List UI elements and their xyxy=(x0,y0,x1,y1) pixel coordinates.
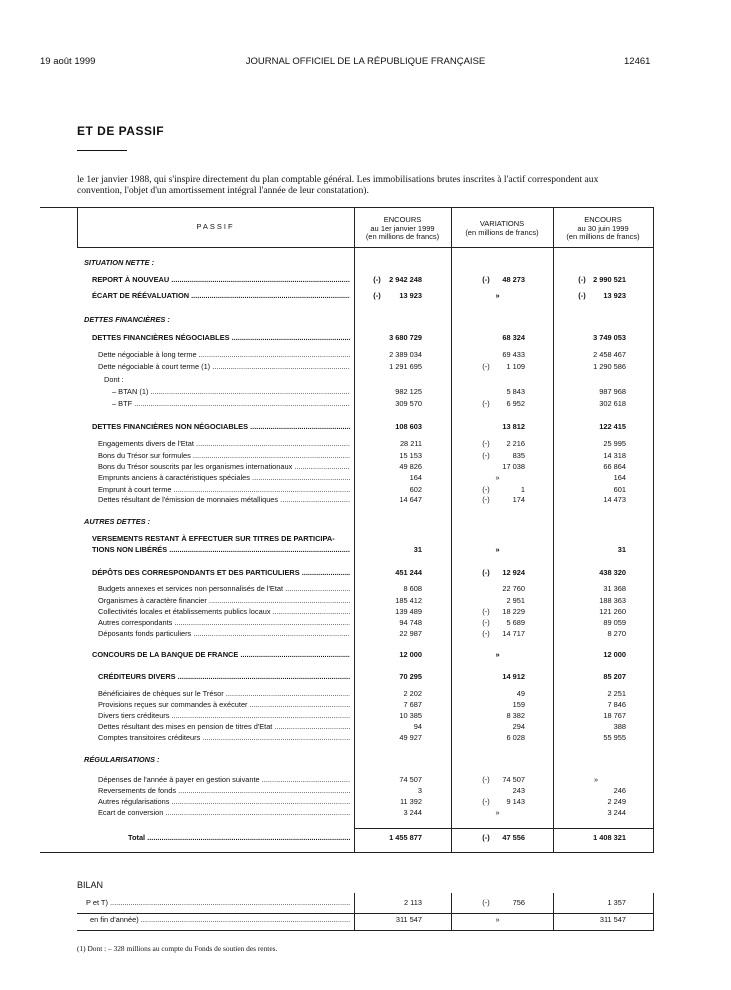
cell-variation: » xyxy=(495,545,500,554)
col-header-passif: PASSIF xyxy=(196,222,235,231)
row-label: Dettes résultant des mises en pension de titres d'Etat ..... xyxy=(98,722,350,732)
cell-encours-jan: 94 748 xyxy=(399,618,422,627)
negative-sign: (-) xyxy=(482,451,490,460)
row-label: Engagements divers de l'Etat ..... xyxy=(98,439,350,449)
table-row xyxy=(0,350,731,360)
cell-encours-jun: 122 415 xyxy=(599,422,626,431)
table-row xyxy=(0,596,731,606)
negative-sign: (-) xyxy=(482,898,490,907)
cell-variation: 68 324 xyxy=(502,333,525,342)
table-row xyxy=(0,275,731,285)
cell-encours-jan: 164 xyxy=(409,473,422,482)
negative-sign: (-) xyxy=(482,568,490,577)
row-label: Ecart de conversion ..... xyxy=(98,808,350,818)
row-label: Provisions reçues sur commandes à exécuter ..... xyxy=(98,700,350,710)
row-label: en fin d'année) ..... xyxy=(90,915,350,925)
row-label: DETTES FINANCIÈRES : xyxy=(84,315,170,324)
table-row xyxy=(0,786,731,796)
table-row xyxy=(0,387,731,397)
cell-encours-jun: 13 923 xyxy=(603,291,626,300)
cell-encours-jun: 85 207 xyxy=(603,672,626,681)
page-title: ET DE PASSIF xyxy=(77,124,165,138)
cell-encours-jun: 1 408 321 xyxy=(593,833,626,842)
cell-encours-jan: 70 295 xyxy=(399,672,422,681)
cell-encours-jan: 11 392 xyxy=(399,797,422,806)
row-label: P et T) ..... xyxy=(86,898,350,908)
cell-encours-jun: 2 458 467 xyxy=(593,350,626,359)
row-label: Reversements de fonds ..... xyxy=(98,786,350,796)
cell-encours-jan: 311 547 xyxy=(395,915,422,924)
table-row xyxy=(0,797,731,807)
cell-encours-jun: 121 260 xyxy=(599,607,626,616)
cell-encours-jun: 7 846 xyxy=(607,700,626,709)
cell-encours-jan: 3 680 729 xyxy=(389,333,422,342)
cell-variation: 2 216 xyxy=(506,439,525,448)
cell-encours-jan: 28 211 xyxy=(399,439,422,448)
table-row xyxy=(0,568,731,578)
cell-encours-jan: 2 942 248 xyxy=(389,275,422,284)
table-row xyxy=(0,755,731,765)
intro-line-1: le 1er janvier 1988, qui s'inspire directement du plan comptable général. Les immobilisations brutes inscrites à l'actif correspondent aux xyxy=(77,174,599,185)
negative-sign: (-) xyxy=(482,629,490,638)
row-label: Bons du Trésor souscrits par les organismes internationaux ..... xyxy=(98,462,350,472)
cell-encours-jun: 3 244 xyxy=(607,808,626,817)
negative-sign: (-) xyxy=(578,291,586,300)
cell-variation: 9 143 xyxy=(506,797,525,806)
cell-encours-jun: 12 000 xyxy=(603,650,626,659)
table-row xyxy=(0,898,731,908)
cell-encours-jan: 7 687 xyxy=(403,700,422,709)
cell-encours-jun: 601 xyxy=(613,485,626,494)
cell-encours-jan: 14 647 xyxy=(399,495,422,504)
row-label: Emprunt à court terme ..... xyxy=(98,485,350,495)
row-label: Budgets annexes et services non personnalisés de l'Etat ..... xyxy=(98,584,350,594)
cell-encours-jun: 302 618 xyxy=(599,399,626,408)
row-label: VERSEMENTS RESTANT À EFFECTUER SUR TITRES DE PARTICIPA- xyxy=(92,534,335,543)
negative-sign: (-) xyxy=(482,399,490,408)
row-label: Emprunts anciens à caractéristiques spéciales ..... xyxy=(98,473,350,483)
cell-encours-jan: 31 xyxy=(413,545,422,554)
row-label: Dépenses de l'année à payer en gestion suivante ..... xyxy=(98,775,350,785)
cell-variation: 49 xyxy=(516,689,525,698)
table-row xyxy=(0,722,731,732)
cell-encours-jun: 1 290 586 xyxy=(593,362,626,371)
footnote: (1) Dont : – 328 millions au compte du Fonds de soutien des rentes. xyxy=(77,944,278,953)
cell-variation: » xyxy=(495,808,500,817)
cell-encours-jun: 1 357 xyxy=(607,898,626,907)
negative-sign: (-) xyxy=(482,495,490,504)
negative-sign: (-) xyxy=(373,275,381,284)
negative-sign: (-) xyxy=(578,275,586,284)
row-label: CRÉDITEURS DIVERS ..... xyxy=(98,672,350,682)
cell-variation: » xyxy=(495,650,500,659)
table-row xyxy=(0,672,731,682)
row-label: AUTRES DETTES : xyxy=(84,517,151,526)
table-row xyxy=(0,473,731,483)
cell-variation: 6 028 xyxy=(506,733,525,742)
table-row xyxy=(0,362,731,372)
cell-variation: 159 xyxy=(512,700,525,709)
row-label: DÉPÔTS DES CORRESPONDANTS ET DES PARTICULIERS ..... xyxy=(92,568,350,578)
table-row xyxy=(0,733,731,743)
negative-sign: (-) xyxy=(482,275,490,284)
negative-sign: (-) xyxy=(482,485,490,494)
cell-encours-jan: 74 507 xyxy=(399,775,422,784)
cell-encours-jun: 438 320 xyxy=(599,568,626,577)
table-row xyxy=(0,375,731,385)
cell-encours-jan: 8 608 xyxy=(403,584,422,593)
table-row xyxy=(0,462,731,472)
row-label: CONCOURS DE LA BANQUE DE FRANCE ..... xyxy=(92,650,350,660)
table-row xyxy=(0,711,731,721)
row-label: REPORT À NOUVEAU ..... xyxy=(92,275,350,285)
cell-variation: 12 924 xyxy=(502,568,525,577)
cell-encours-jan: 12 000 xyxy=(399,650,422,659)
table-row xyxy=(0,451,731,461)
cell-encours-jan: 3 xyxy=(417,786,422,795)
row-label: Bénéficiaires de chèques sur le Trésor ..... xyxy=(98,689,350,699)
row-label: Dont : xyxy=(104,375,124,384)
cell-variation: 8 382 xyxy=(506,711,525,720)
cell-encours-jun: 2 990 521 xyxy=(593,275,626,284)
header-date: 19 août 1999 xyxy=(40,56,96,67)
negative-sign: (-) xyxy=(482,607,490,616)
cell-encours-jan: 15 153 xyxy=(399,451,422,460)
table-row xyxy=(0,291,731,301)
table-row xyxy=(0,534,731,544)
cell-variation: 243 xyxy=(512,786,525,795)
cell-encours-jan: 982 125 xyxy=(395,387,422,396)
table-row xyxy=(0,422,731,432)
header-journal: JOURNAL OFFICIEL DE LA RÉPUBLIQUE FRANÇAISE xyxy=(245,56,486,67)
table-row xyxy=(0,333,731,343)
cell-encours-jun: 246 xyxy=(613,786,626,795)
row-label: Bons du Trésor sur formules ..... xyxy=(98,451,350,461)
cell-variation: 14 912 xyxy=(502,672,525,681)
row-label: SITUATION NETTE : xyxy=(84,258,155,267)
negative-sign: (-) xyxy=(373,291,381,300)
cell-encours-jan: 94 xyxy=(413,722,422,731)
cell-encours-jan: 2 389 034 xyxy=(389,350,422,359)
table-row xyxy=(0,517,731,527)
col-header-variations: VARIATIONS (en millions de francs) xyxy=(465,219,539,237)
cell-encours-jan: 22 987 xyxy=(399,629,422,638)
row-label: – BTF ..... xyxy=(112,399,350,409)
cell-variation: 14 717 xyxy=(502,629,525,638)
cell-encours-jan: 1 455 877 xyxy=(389,833,422,842)
cell-variation: 1 xyxy=(520,485,525,494)
cell-encours-jun: 31 xyxy=(617,545,626,554)
cell-variation: 174 xyxy=(512,495,525,504)
table-row xyxy=(0,775,731,785)
cell-encours-jan: 108 603 xyxy=(395,422,422,431)
cell-encours-jan: 49 927 xyxy=(399,733,422,742)
cell-variation: 5 843 xyxy=(506,387,525,396)
row-label: Divers tiers créditeurs ..... xyxy=(98,711,350,721)
row-label: TIONS NON LIBÉRÉS ..... xyxy=(92,545,350,555)
cell-encours-jun: 2 249 xyxy=(607,797,626,806)
row-label: Dette négociable à long terme ..... xyxy=(98,350,350,360)
negative-sign: (-) xyxy=(482,797,490,806)
cell-encours-jun: 388 xyxy=(613,722,626,731)
cell-variation: 17 038 xyxy=(502,462,525,471)
row-label: DETTES FINANCIÈRES NÉGOCIABLES ..... xyxy=(92,333,350,343)
table-row xyxy=(0,650,731,660)
table-row xyxy=(0,439,731,449)
row-label: Total ..... xyxy=(128,833,350,843)
row-label: DETTES FINANCIÈRES NON NÉGOCIABLES ..... xyxy=(92,422,350,432)
cell-variation: 22 760 xyxy=(502,584,525,593)
cell-encours-jun: 188 363 xyxy=(599,596,626,605)
row-label: – BTAN (1) ..... xyxy=(112,387,350,397)
cell-encours-jun: 66 864 xyxy=(603,462,626,471)
cell-encours-jun: 18 767 xyxy=(603,711,626,720)
cell-variation: 294 xyxy=(512,722,525,731)
table-row xyxy=(0,833,731,843)
row-label: Comptes transitoires créditeurs ..... xyxy=(98,733,350,743)
table-row xyxy=(0,258,731,268)
cell-encours-jun: 25 995 xyxy=(603,439,626,448)
row-label: Déposants fonds particuliers ..... xyxy=(98,629,350,639)
bilan-title: BILAN xyxy=(77,880,104,890)
cell-encours-jan: 309 570 xyxy=(395,399,422,408)
cell-variation: 18 229 xyxy=(502,607,525,616)
row-label: Collectivités locales et établissements publics locaux ..... xyxy=(98,607,350,617)
negative-sign: (-) xyxy=(482,618,490,627)
cell-encours-jun: 987 968 xyxy=(599,387,626,396)
cell-variation: 5 689 xyxy=(506,618,525,627)
header-page: 12461 xyxy=(624,56,651,67)
cell-encours-jun: 8 270 xyxy=(607,629,626,638)
cell-variation: 756 xyxy=(512,898,525,907)
table-row xyxy=(0,485,731,495)
negative-sign: (-) xyxy=(482,775,490,784)
cell-encours-jan: 1 291 695 xyxy=(389,362,422,371)
cell-encours-jun: 14 473 xyxy=(603,495,626,504)
cell-variation: 835 xyxy=(512,451,525,460)
cell-encours-jun: » xyxy=(593,775,599,784)
cell-variation: 13 812 xyxy=(502,422,525,431)
cell-encours-jun: 3 749 053 xyxy=(593,333,626,342)
row-label: ÉCART DE RÉÉVALUATION ..... xyxy=(92,291,350,301)
cell-encours-jan: 10 385 xyxy=(399,711,422,720)
row-label: Autres correspondants ..... xyxy=(98,618,350,628)
row-label: RÉGULARISATIONS : xyxy=(84,755,160,764)
title-underline xyxy=(77,150,127,151)
cell-variation: » xyxy=(495,915,500,924)
cell-encours-jan: 602 xyxy=(409,485,422,494)
row-label: Dette négociable à court terme (1) ..... xyxy=(98,362,350,372)
cell-variation: 1 109 xyxy=(506,362,525,371)
table-row xyxy=(0,618,731,628)
cell-variation: 48 273 xyxy=(502,275,525,284)
table-row xyxy=(0,607,731,617)
col-header-encours-jan: ENCOURS au 1er janvier 1999 (en millions de francs) xyxy=(365,215,440,241)
negative-sign: (-) xyxy=(482,833,490,842)
cell-variation: 74 507 xyxy=(502,775,525,784)
cell-encours-jun: 311 547 xyxy=(599,915,626,924)
table-row xyxy=(0,495,731,505)
row-label: Autres régularisations ..... xyxy=(98,797,350,807)
intro-line-2: convention, l'objet d'un amortissement intégral l'année de leur constatation). xyxy=(77,185,369,196)
row-label: Dettes résultant de l'émission de monnaies métalliques ..... xyxy=(98,495,350,505)
cell-encours-jan: 451 244 xyxy=(395,568,422,577)
table-row xyxy=(0,808,731,818)
table-row xyxy=(0,689,731,699)
table-row xyxy=(0,700,731,710)
cell-encours-jan: 49 826 xyxy=(399,462,422,471)
table-row xyxy=(0,915,731,925)
cell-encours-jun: 55 955 xyxy=(603,733,626,742)
cell-variation: 69 433 xyxy=(502,350,525,359)
col-header-encours-jun: ENCOURS au 30 juin 1999 (en millions de francs) xyxy=(566,215,640,241)
cell-variation: 47 556 xyxy=(502,833,525,842)
cell-encours-jun: 31 368 xyxy=(603,584,626,593)
cell-encours-jun: 89 059 xyxy=(603,618,626,627)
table-row xyxy=(0,315,731,325)
cell-encours-jan: 13 923 xyxy=(399,291,422,300)
cell-encours-jan: 2 202 xyxy=(403,689,422,698)
cell-encours-jan: 2 113 xyxy=(404,898,422,907)
table-row xyxy=(0,629,731,639)
table-row xyxy=(0,584,731,594)
cell-encours-jun: 2 251 xyxy=(607,689,626,698)
negative-sign: (-) xyxy=(482,362,490,371)
table-row xyxy=(0,545,731,555)
cell-encours-jun: 164 xyxy=(613,473,626,482)
cell-variation: » xyxy=(495,291,500,300)
negative-sign: (-) xyxy=(482,439,490,448)
cell-encours-jun: 14 318 xyxy=(603,451,626,460)
row-label: Organismes à caractère financier ..... xyxy=(98,596,350,606)
cell-encours-jan: 3 244 xyxy=(403,808,422,817)
cell-encours-jan: 139 489 xyxy=(395,607,422,616)
cell-variation: 2 951 xyxy=(506,596,525,605)
table-row xyxy=(0,399,731,409)
cell-variation: » xyxy=(495,473,500,482)
cell-encours-jan: 185 412 xyxy=(395,596,422,605)
cell-variation: 6 952 xyxy=(506,399,525,408)
